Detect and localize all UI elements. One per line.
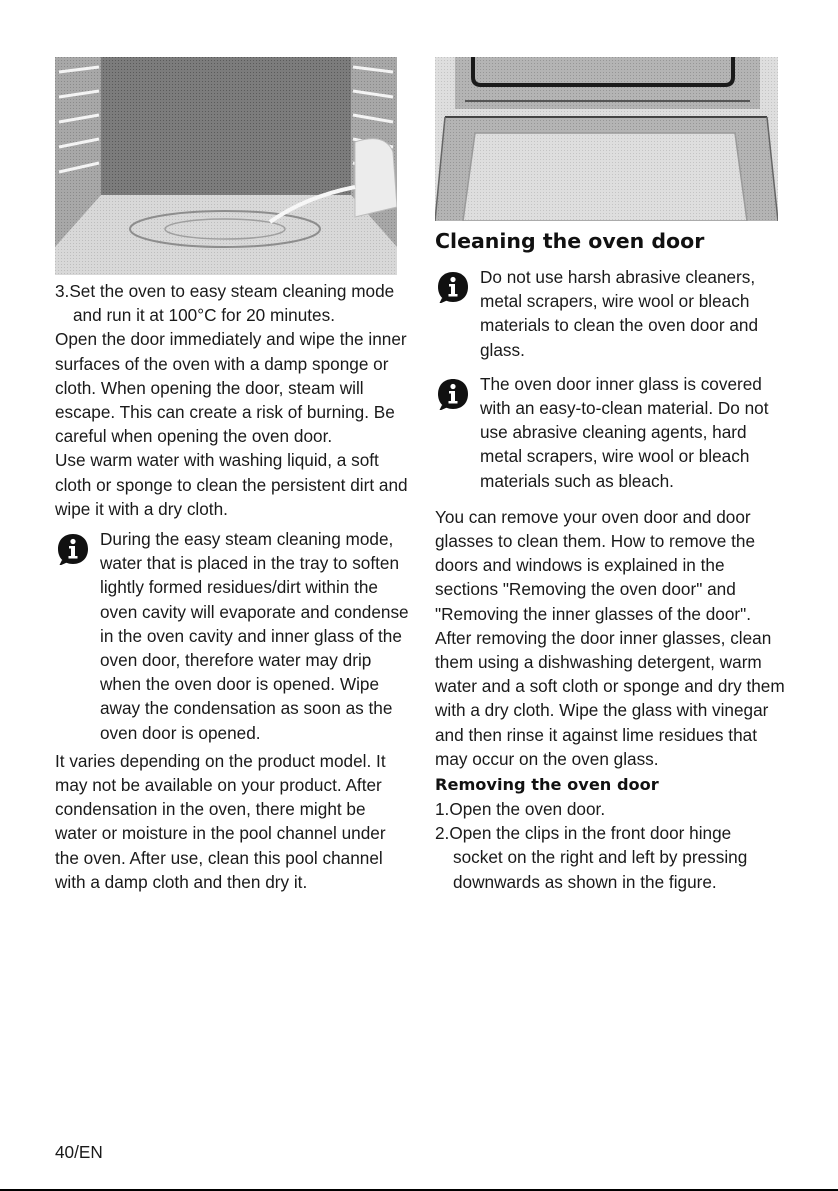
page-number: 40/EN	[55, 1142, 103, 1162]
info-icon	[437, 378, 469, 410]
abrasive-note-text: Do not use harsh abrasive cleaners, metal scrapers, wire wool or bleach materials to clean the oven door and glass.	[480, 267, 759, 360]
inner-glass-note-text: The oven door inner glass is covered with an easy-to-clean material. Do not use abrasive cleaning agents, hard metal scrapers, wire wool or bleach materials such as bleach.	[480, 373, 769, 491]
subsection-heading: Removing the oven door	[435, 775, 659, 795]
steam-note-text: During the easy steam cleaning mode, water that is placed in the tray to soften lightly formed residues/dirt within the oven cavity will evaporate and condense in the oven cavity and inner glass of the oven door, therefore water may drip when the oven door is opened. Wipe away the condensation as soon as the oven door is opened.	[100, 529, 409, 743]
abrasive-note	[435, 265, 785, 362]
paragraph-remove-door: You can remove your oven door and door glasses to clean them. How to remove the doors and windows is explained in the sections "Removing the oven door" and "Removing the inner glasses of the door". After removing the door inner glasses, clean them using a dishwashing detergent, warm water and a soft cloth or sponge and dry them with a dry cloth. Wipe the glass with vinegar and then rinse it against lime residues that may occur on the oven glass.	[435, 506, 785, 769]
right-column	[435, 228, 785, 894]
inner-glass-note	[435, 372, 785, 493]
paragraph-pool-channel: It varies depending on the product model. It may not be available on your product. After condensation in the oven, there might be water or moisture in the pool channel under the oven. After use, clean this pool channel with a damp cloth and then dry it.	[55, 750, 386, 892]
steam-note	[55, 527, 411, 745]
step-3: 3.Set the oven to easy steam cleaning mode and run it at 100°C for 20 minutes.	[55, 281, 395, 326]
paragraph-warm-water: Use warm water with washing liquid, a soft cloth or sponge to clean the persistent dirt and wipe it with a dry cloth.	[55, 450, 408, 519]
step-1: 1.Open the oven door.	[435, 799, 606, 820]
section-heading: Cleaning the oven door	[435, 229, 705, 253]
info-icon	[437, 271, 469, 303]
step-2: 2.Open the clips in the front door hinge socket on the right and left by pressing downwards as shown in the figure.	[435, 823, 748, 892]
oven-door-figure	[435, 57, 778, 221]
oven-cavity-figure	[55, 57, 397, 275]
info-icon	[57, 533, 89, 565]
left-column	[55, 279, 411, 894]
paragraph-wipe-surfaces: Open the door immediately and wipe the inner surfaces of the oven with a damp sponge or cloth. When opening the door, steam will escape. This can create a risk of burning. Be careful when opening the oven door.	[55, 329, 407, 447]
